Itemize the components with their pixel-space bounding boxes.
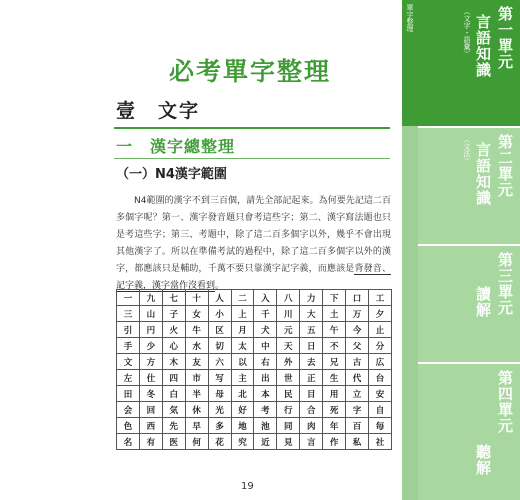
kanji-cell: 十 (185, 290, 208, 306)
kanji-cell: 力 (300, 290, 323, 306)
kanji-cell: 半 (185, 386, 208, 402)
kanji-cell: 木 (162, 354, 185, 370)
kanji-cell: 好 (231, 402, 254, 418)
kanji-row (117, 402, 392, 418)
kanji-cell: 切 (208, 338, 231, 354)
kanji-cell: 九 (139, 290, 162, 306)
minor-heading: （一）N4漢字範圍 (116, 167, 227, 182)
kanji-cell: 早 (185, 418, 208, 434)
kanji-cell: 月 (231, 322, 254, 338)
kanji-cell: 工 (368, 290, 391, 306)
kanji-cell: 先 (162, 418, 185, 434)
kanji-cell: 北 (231, 386, 254, 402)
kanji-cell: 去 (300, 354, 323, 370)
tab-column (418, 0, 520, 500)
kanji-cell: 自 (368, 402, 391, 418)
kanji-cell: 年 (323, 418, 346, 434)
kanji-cell: 子 (162, 306, 185, 322)
kanji-cell: 出 (254, 370, 277, 386)
kanji-row (117, 434, 392, 450)
kanji-cell: 中 (254, 338, 277, 354)
kanji-row (117, 322, 392, 338)
kanji-cell: 方 (139, 354, 162, 370)
kanji-row (117, 338, 392, 354)
edge-strip-rest (402, 126, 418, 500)
tab-unit-label: 第一單元 (496, 6, 514, 70)
kanji-cell: 少 (139, 338, 162, 354)
kanji-cell: 生 (323, 370, 346, 386)
tab-unit-label: 第四單元 (496, 370, 514, 434)
kanji-cell: 立 (346, 386, 369, 402)
kanji-cell: 日 (300, 338, 323, 354)
kanji-cell: 父 (346, 338, 369, 354)
edge-label: 單字整理 (402, 0, 418, 126)
kanji-cell: 兄 (323, 354, 346, 370)
edge-strip (402, 0, 418, 500)
kanji-cell: 池 (254, 418, 277, 434)
kanji-cell: 用 (323, 386, 346, 402)
kanji-cell: 正 (300, 370, 323, 386)
kanji-cell: 冬 (139, 386, 162, 402)
kanji-cell: 七 (162, 290, 185, 306)
kanji-cell: 百 (346, 418, 369, 434)
tab-unit-1[interactable] (418, 0, 520, 126)
tab-unit-4[interactable] (418, 364, 520, 500)
kanji-cell: 心 (162, 338, 185, 354)
kanji-cell: 四 (162, 370, 185, 386)
kanji-cell: 牛 (185, 322, 208, 338)
page-number: 19 (241, 481, 254, 492)
tab-unit-label: 第二單元 (496, 134, 514, 198)
kanji-cell: 考 (254, 402, 277, 418)
paragraph-highlight: 背發音、記字義，漢字當作沒看到 (116, 264, 391, 291)
kanji-cell: 土 (323, 306, 346, 322)
kanji-cell: 地 (231, 418, 254, 434)
kanji-row (117, 418, 392, 434)
tab-unit-2[interactable] (418, 128, 520, 244)
kanji-cell: 万 (346, 306, 369, 322)
kanji-row (117, 370, 392, 386)
kanji-cell: 火 (162, 322, 185, 338)
tab-topic-label: 聽解 (474, 444, 492, 476)
kanji-cell: 小 (208, 306, 231, 322)
kanji-cell: 人 (208, 290, 231, 306)
kanji-row (117, 306, 392, 322)
kanji-cell: 回 (139, 402, 162, 418)
tab-topic-label: 言語知識 (474, 142, 492, 206)
kanji-cell: 今 (346, 322, 369, 338)
paragraph-text: N4範圍的漢字不到三百個，請先全部記起來。為何要先記這二百多個字呢？第一、漢字發音題只會考這些字；第二、漢字寫法題也只是考這些字；第三、考題中，除了這二百多個字以外，幾乎不會出現其他漢字了。所以在準備考試的過程中，除了這二百多個字以外的漢字，都應該只是輔助，千萬不要只靠漢字記字義，而應該是 (116, 196, 391, 274)
kanji-cell: 六 (208, 354, 231, 370)
kanji-cell: 字 (346, 402, 369, 418)
kanji-cell: 作 (323, 434, 346, 450)
kanji-cell: 三 (117, 306, 140, 322)
kanji-cell: 友 (185, 354, 208, 370)
kanji-cell: 母 (208, 386, 231, 402)
kanji-cell: 円 (139, 322, 162, 338)
paragraph-end: 。 (215, 281, 225, 291)
kanji-cell: 以 (231, 354, 254, 370)
section-title: 壹 文字 (116, 100, 201, 122)
kanji-cell: 光 (208, 402, 231, 418)
kanji-cell: 多 (208, 418, 231, 434)
kanji-cell: 上 (231, 306, 254, 322)
tab-note-label: （文法） (463, 136, 471, 164)
kanji-cell: 安 (368, 386, 391, 402)
kanji-cell: 有 (139, 434, 162, 450)
subsection-divider (114, 158, 390, 159)
page-main-title: 必考單字整理 (168, 57, 331, 86)
kanji-row (117, 354, 392, 370)
kanji-cell: 下 (323, 290, 346, 306)
intro-paragraph (116, 193, 391, 295)
kanji-cell: 分 (368, 338, 391, 354)
kanji-cell: 肉 (300, 418, 323, 434)
kanji-cell: 世 (277, 370, 300, 386)
kanji-cell: 西 (139, 418, 162, 434)
kanji-cell: 山 (139, 306, 162, 322)
kanji-cell: 花 (208, 434, 231, 450)
kanji-cell: 民 (277, 386, 300, 402)
kanji-cell: 外 (277, 354, 300, 370)
tab-topic-label: 讀解 (474, 286, 492, 318)
chapter-tab-bar (402, 0, 520, 500)
kanji-cell: 大 (300, 306, 323, 322)
tab-unit-3[interactable] (418, 246, 520, 362)
kanji-cell: 五 (300, 322, 323, 338)
kanji-cell: 名 (117, 434, 140, 450)
kanji-cell: 写 (208, 370, 231, 386)
kanji-cell: 犬 (254, 322, 277, 338)
kanji-cell: 田 (117, 386, 140, 402)
kanji-cell: 二 (231, 290, 254, 306)
kanji-cell: 毎 (368, 418, 391, 434)
kanji-cell: 主 (231, 370, 254, 386)
kanji-cell: 本 (254, 386, 277, 402)
kanji-cell: 右 (254, 354, 277, 370)
kanji-cell: 代 (346, 370, 369, 386)
kanji-cell: 午 (323, 322, 346, 338)
kanji-cell: 会 (117, 402, 140, 418)
kanji-cell: 区 (208, 322, 231, 338)
kanji-cell: 見 (277, 434, 300, 450)
kanji-cell: 左 (117, 370, 140, 386)
kanji-cell: 仕 (139, 370, 162, 386)
kanji-cell: 言 (300, 434, 323, 450)
kanji-cell: 台 (368, 370, 391, 386)
kanji-cell: 手 (117, 338, 140, 354)
kanji-cell: 女 (185, 306, 208, 322)
kanji-row (117, 386, 392, 402)
kanji-cell: 究 (231, 434, 254, 450)
kanji-cell: 川 (277, 306, 300, 322)
subsection-title: 一 漢字總整理 (116, 137, 236, 156)
kanji-cell: 近 (254, 434, 277, 450)
kanji-cell: 不 (323, 338, 346, 354)
kanji-cell: 止 (368, 322, 391, 338)
kanji-cell: 医 (162, 434, 185, 450)
kanji-cell: 夕 (368, 306, 391, 322)
kanji-cell: 口 (346, 290, 369, 306)
tab-topic-label: 言語知識 (474, 14, 492, 78)
kanji-cell: 色 (117, 418, 140, 434)
kanji-row (117, 290, 392, 306)
kanji-cell: 文 (117, 354, 140, 370)
kanji-cell: 気 (162, 402, 185, 418)
kanji-cell: 何 (185, 434, 208, 450)
tab-note-label: （文字・語彙） (463, 8, 471, 57)
kanji-cell: 太 (231, 338, 254, 354)
kanji-cell: 白 (162, 386, 185, 402)
kanji-cell: 私 (346, 434, 369, 450)
kanji-cell: 入 (254, 290, 277, 306)
kanji-cell: 広 (368, 354, 391, 370)
kanji-cell: 目 (300, 386, 323, 402)
kanji-cell: 同 (277, 418, 300, 434)
section-divider (114, 127, 390, 129)
kanji-cell: 古 (346, 354, 369, 370)
kanji-cell: 千 (254, 306, 277, 322)
kanji-table (116, 289, 392, 450)
kanji-cell: 一 (117, 290, 140, 306)
kanji-cell: 社 (368, 434, 391, 450)
kanji-cell: 八 (277, 290, 300, 306)
tab-unit-label: 第三單元 (496, 252, 514, 316)
kanji-cell: 休 (185, 402, 208, 418)
kanji-cell: 天 (277, 338, 300, 354)
kanji-cell: 市 (185, 370, 208, 386)
kanji-cell: 引 (117, 322, 140, 338)
kanji-cell: 行 (277, 402, 300, 418)
kanji-cell: 水 (185, 338, 208, 354)
kanji-cell: 合 (300, 402, 323, 418)
kanji-cell: 元 (277, 322, 300, 338)
kanji-cell: 死 (323, 402, 346, 418)
